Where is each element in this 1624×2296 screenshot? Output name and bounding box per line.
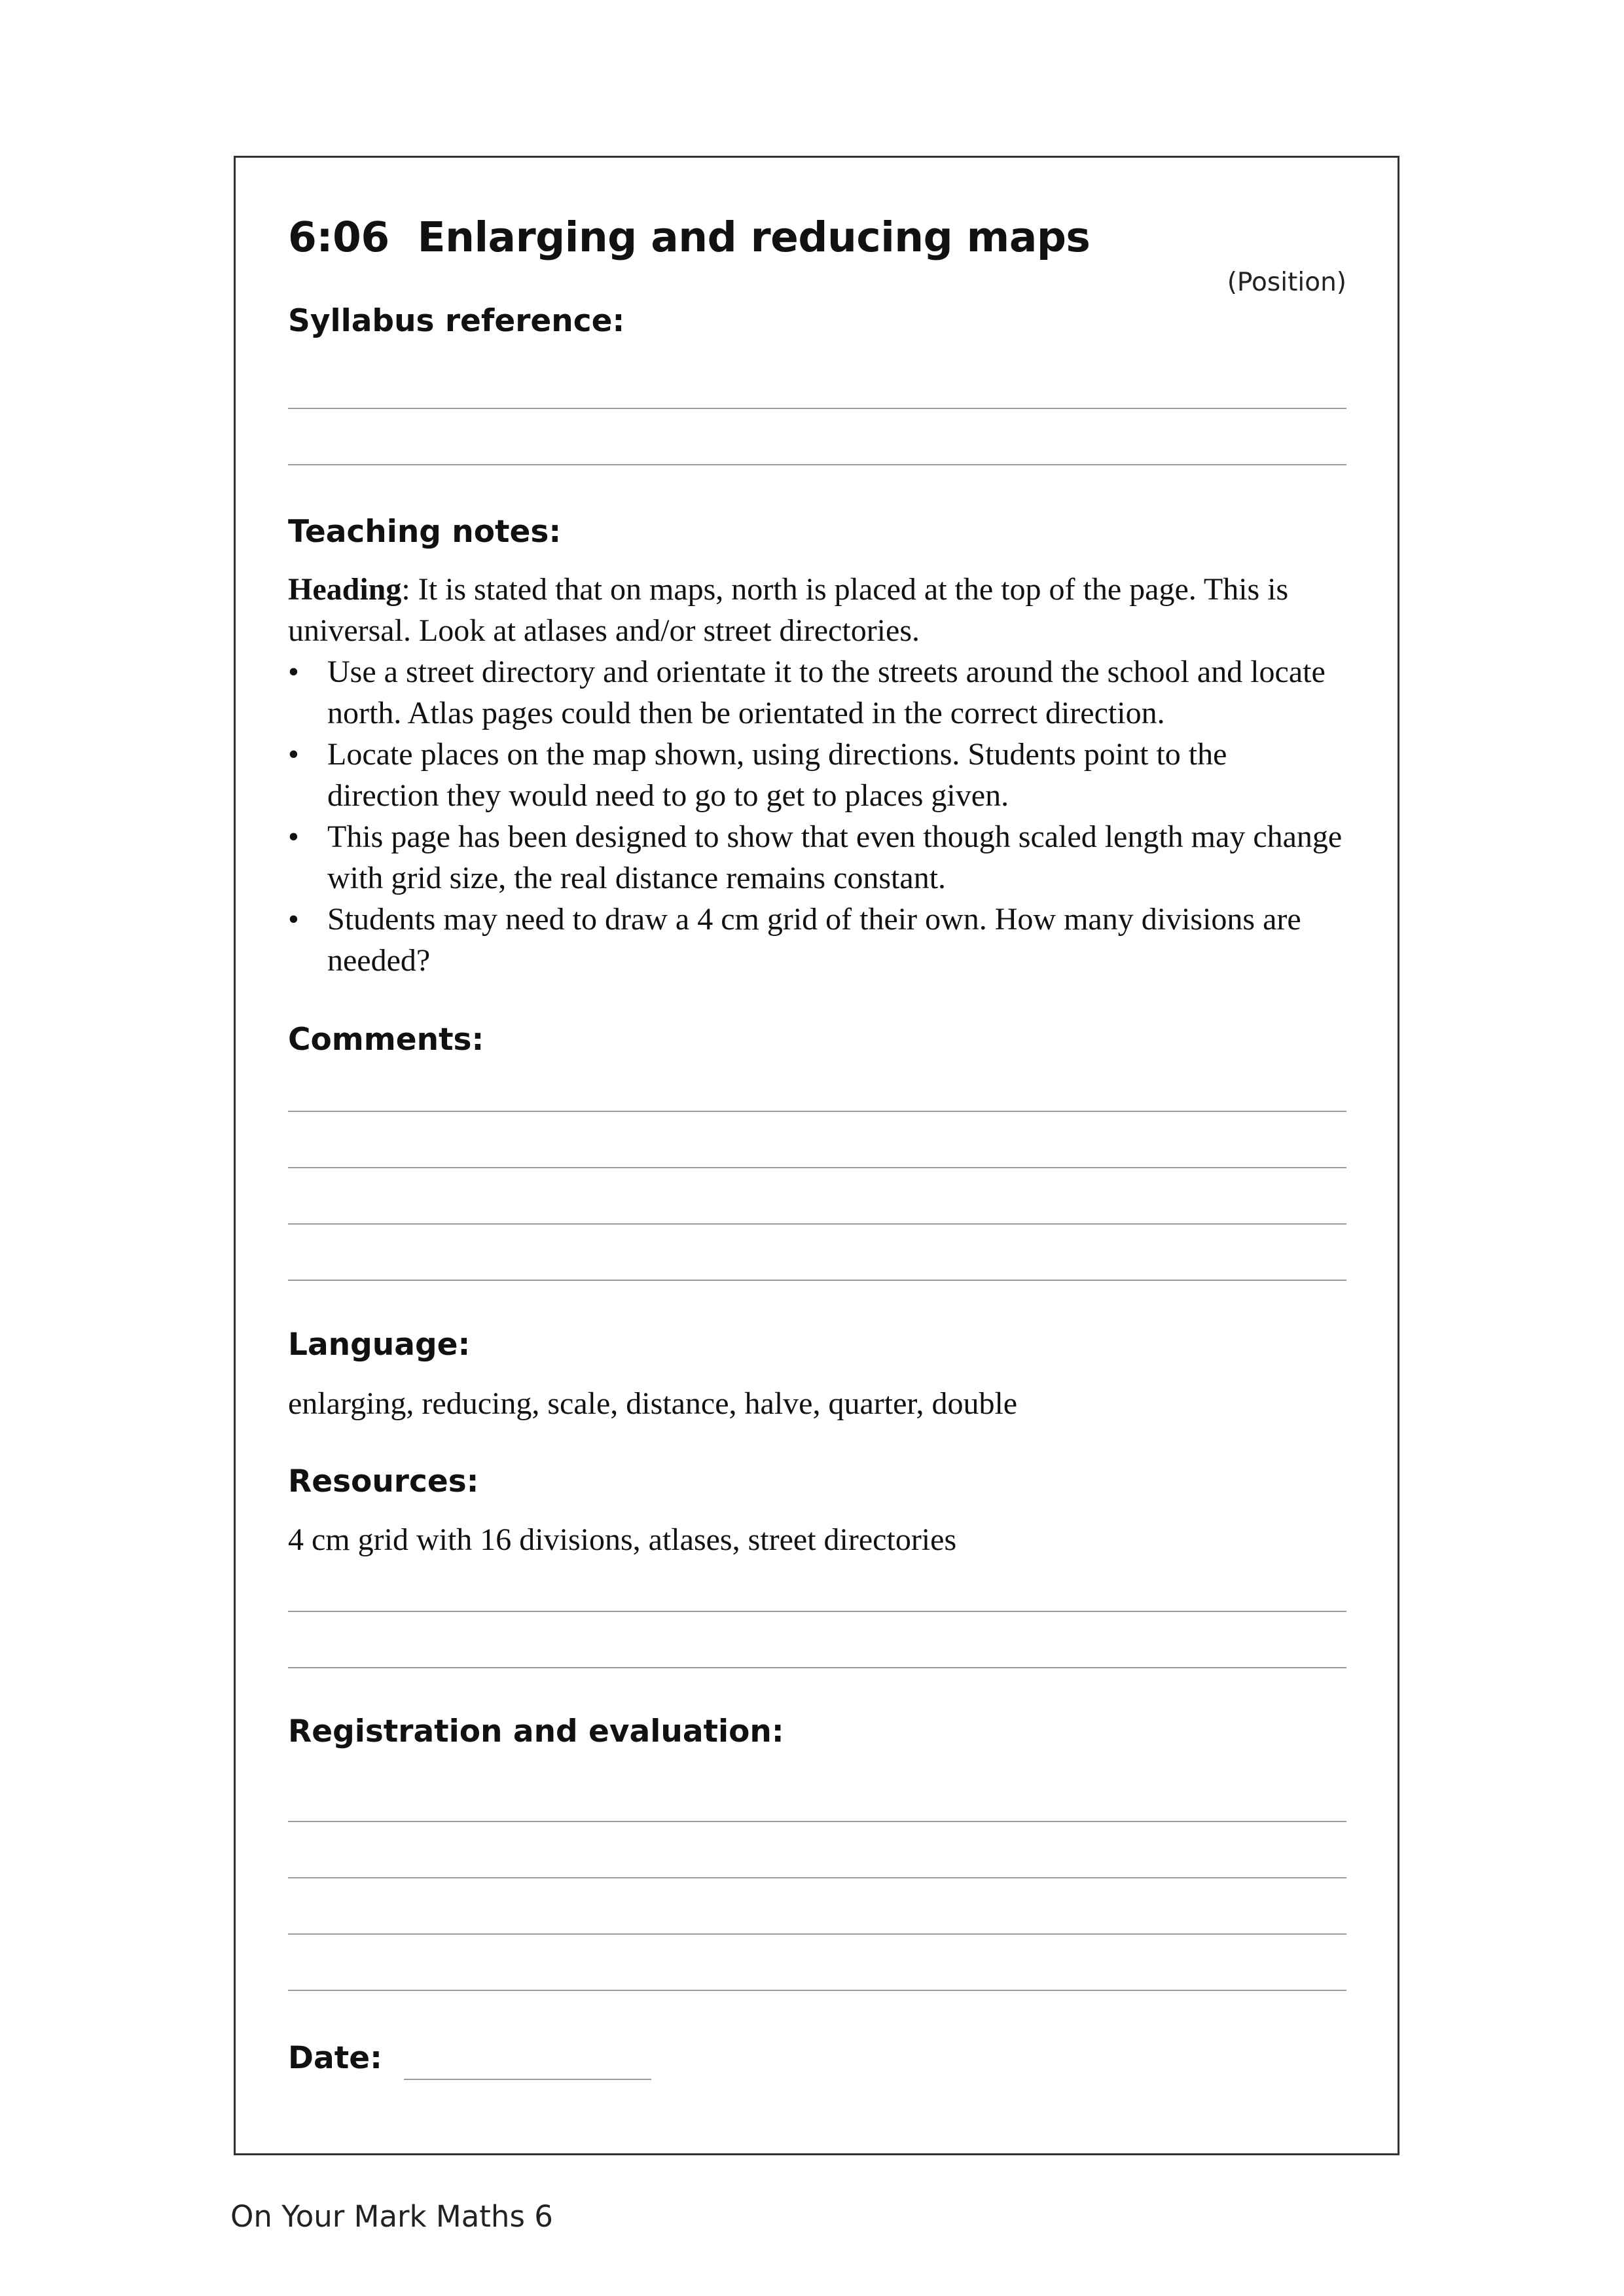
bullet-glyph: • <box>288 655 299 689</box>
comments-write-line-3 <box>288 1223 1346 1225</box>
teaching-notes-intro-text: : It is stated that on maps, north is placed at the top of the page. This is universal. Look at atlases and/or street directories. <box>288 572 1289 648</box>
resources-heading: Resources: <box>288 1463 479 1499</box>
bullet-glyph: • <box>288 819 299 854</box>
bullet-glyph: • <box>288 737 299 772</box>
syllabus-heading: Syllabus reference: <box>288 303 625 339</box>
teaching-note-item <box>288 899 1346 981</box>
language-text: enlarging, reducing, scale, distance, halve, quarter, double <box>288 1386 1018 1421</box>
teaching-note-text: Students may need to draw a 4 cm grid of their own. How many divisions are needed? <box>327 902 1301 978</box>
comments-write-line-2 <box>288 1167 1346 1168</box>
registration-write-line-1 <box>288 1821 1346 1822</box>
syllabus-write-line-2 <box>288 464 1346 465</box>
language-heading: Language: <box>288 1327 471 1363</box>
teaching-note-text: This page has been designed to show that even though scaled length may change with grid size, the real distance remains constant. <box>327 819 1343 895</box>
lesson-title-text: Enlarging and reducing maps <box>417 213 1091 261</box>
teaching-notes-list <box>288 651 1346 981</box>
worksheet-content <box>288 158 1346 2153</box>
resources-write-line-1 <box>288 1611 1346 1612</box>
registration-heading: Registration and evaluation: <box>288 1713 784 1749</box>
comments-write-line-4 <box>288 1280 1346 1281</box>
footer-book-title: On Your Mark Maths 6 <box>230 2199 553 2234</box>
bullet-glyph: • <box>288 902 299 937</box>
teaching-note-item <box>288 816 1346 899</box>
worksheet-frame <box>234 156 1399 2155</box>
teaching-notes-intro-bold: Heading <box>288 572 402 607</box>
date-label: Date: <box>288 2040 382 2076</box>
comments-write-line-1 <box>288 1111 1346 1112</box>
comments-heading: Comments: <box>288 1022 484 1058</box>
date-write-line <box>404 2079 651 2080</box>
syllabus-write-line-1 <box>288 408 1346 409</box>
registration-write-line-3 <box>288 1933 1346 1935</box>
resources-text: 4 cm grid with 16 divisions, atlases, street directories <box>288 1522 957 1557</box>
teaching-notes-heading: Teaching notes: <box>288 514 562 550</box>
teaching-note-item <box>288 651 1346 734</box>
resources-write-line-2 <box>288 1667 1346 1668</box>
teaching-notes-intro <box>288 569 1346 651</box>
teaching-note-text: Locate places on the map shown, using directions. Students point to the direction they would need to go to get to places given. <box>327 737 1227 813</box>
strand-label: (Position) <box>1227 268 1346 297</box>
registration-write-line-2 <box>288 1877 1346 1878</box>
lesson-title <box>288 213 1090 261</box>
teaching-note-text: Use a street directory and orientate it to the streets around the school and locate north. Atlas pages could then be orientated in the correct direction. <box>327 655 1326 730</box>
lesson-number: 6:06 <box>288 213 389 261</box>
teaching-note-item <box>288 734 1346 816</box>
teaching-notes-body <box>288 569 1346 981</box>
registration-write-line-4 <box>288 1990 1346 1991</box>
